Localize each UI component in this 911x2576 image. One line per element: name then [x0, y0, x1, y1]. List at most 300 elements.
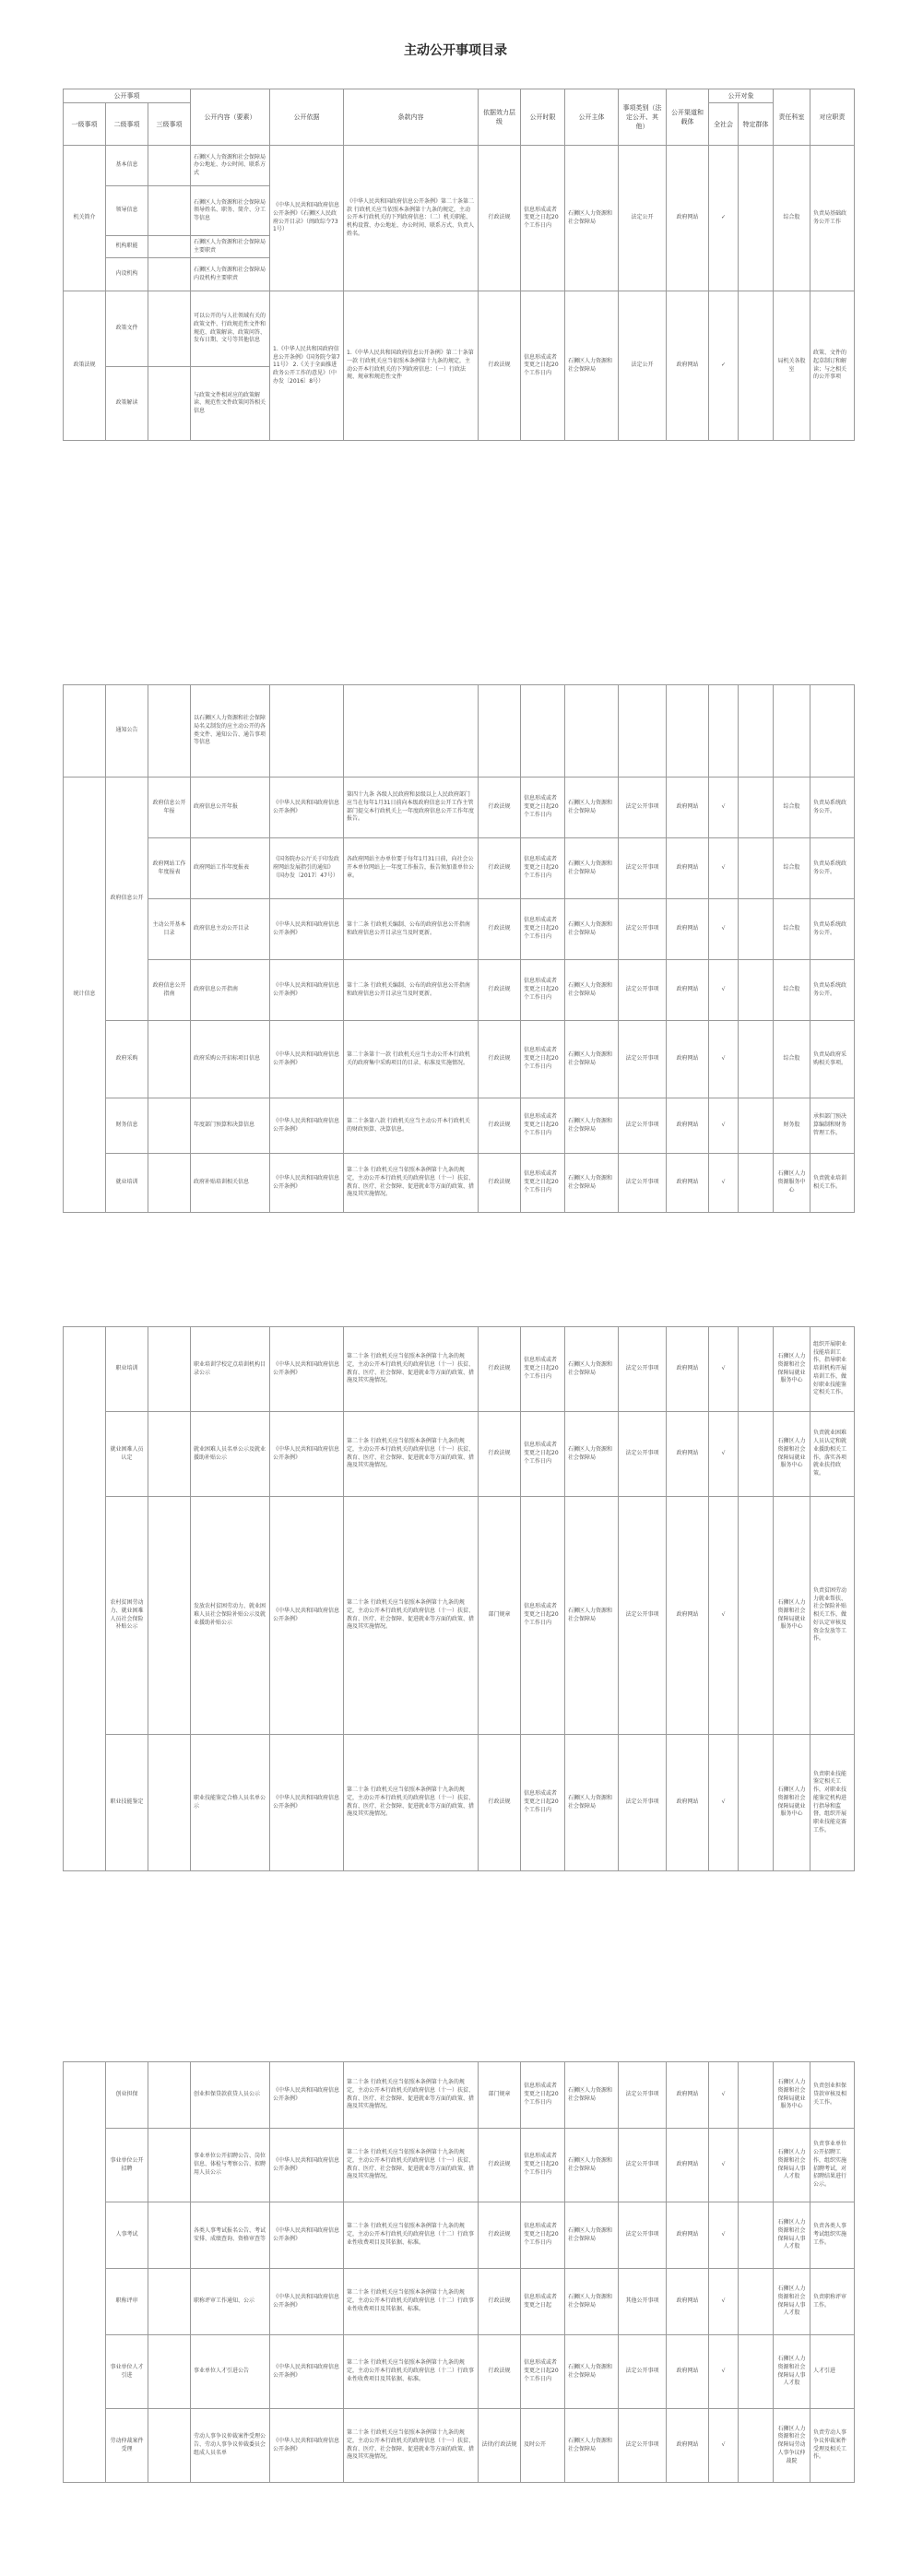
cell-channel: 政府网站	[667, 2062, 709, 2129]
catalog-table-2	[63, 684, 855, 1213]
cell-basis: 《中华人民共和国政府信息公开条例》	[270, 1154, 344, 1213]
cell-mode: 行政法规	[479, 899, 521, 960]
cell-content: 各类人事考试报名公告、考试安排、成绩查询、资格审查等	[191, 2202, 270, 2269]
cell-clause: 第二十条 行政机关应当依照本条例第十九条的规定，主动公开本行政机关的政府信息（十二）行政事业性收费项目及其依据、标准。	[344, 2269, 479, 2335]
cell-time	[521, 685, 565, 778]
cell-specific	[739, 1154, 774, 1213]
cell-subject: 石狮区人力资源和社会保障局	[565, 960, 619, 1021]
cell-channel: 政府网站	[667, 2129, 709, 2202]
cell-mode: 行政法规	[479, 1154, 521, 1213]
cell-content: 政府信息公开指南	[191, 960, 270, 1021]
cell-time: 信息形成或者变更之日起20个工作日内	[521, 1098, 565, 1154]
cell-specific	[739, 2129, 774, 2202]
cell-duty: 负责局系统政务公开。	[810, 899, 855, 960]
cell-channel: 政府网站	[667, 2269, 709, 2335]
cell-subject: 石狮区人力资源和社会保障局	[565, 1497, 619, 1735]
cell-l3	[148, 1021, 191, 1098]
cell-duty: 负责事业单位公开招聘工作，组织实施招聘考试，对招聘结果进行公示。	[810, 2129, 855, 2202]
table-row	[64, 1735, 855, 1871]
cell-channel: 政府网站	[667, 2335, 709, 2409]
cell-specific	[739, 146, 774, 291]
cell-l3	[148, 146, 191, 186]
cell-type: 法定公开事项	[619, 1497, 667, 1735]
cell-duty: 承担部门预决算编制和财务管理工作。	[810, 1098, 855, 1154]
table-row	[64, 899, 855, 960]
cell-l1	[64, 1327, 106, 1871]
catalog-table-3	[63, 1326, 855, 1871]
cell-content: 政府网站工作年度报表	[191, 838, 270, 899]
check-all: √	[709, 2202, 739, 2269]
cell-dept: 石狮区人力资源和社会保障局劳动人事争议仲裁院	[774, 2409, 810, 2483]
cell-l3	[148, 367, 191, 441]
cell-l3	[148, 1154, 191, 1213]
cell-clause: 第四十九条 各级人民政府和县级以上人民政府部门应当在每年1月31日前向本级政府信息公开工作主管部门提交本行政机关上一年度政府信息公开工作年度报告。	[344, 778, 479, 838]
cell-subject: 石狮区人力资源和社会保障局	[565, 2335, 619, 2409]
cell-l3	[148, 1327, 191, 1412]
check-all: √	[709, 778, 739, 838]
cell-basis: 《中华人民共和国政府信息公开条例》	[270, 1412, 344, 1497]
cell-basis: 《中华人民共和国政府信息公开条例》《石狮区人民政府公开目录》（闽政综令731号）	[270, 146, 344, 291]
cell-basis: 《中华人民共和国政府信息公开条例》	[270, 2202, 344, 2269]
cell-content: 石狮区人力资源和社会保障局办公地址、办公时间、联系方式	[191, 146, 270, 186]
cell-mode: 行政法规	[479, 1735, 521, 1871]
cell-channel: 政府网站	[667, 2202, 709, 2269]
cell-mode	[479, 685, 521, 778]
cell-type: 其他公开事项	[619, 2269, 667, 2335]
header-lvl1: 一级事项	[64, 103, 106, 146]
cell-clause: 各政府网站主办单位要于每年1月31日前，向社会公开本单位网站上一年度工作报告，报告须加盖单位公章。	[344, 838, 479, 899]
check-all: √	[709, 1098, 739, 1154]
check-all: √	[709, 1327, 739, 1412]
cell-specific	[739, 291, 774, 441]
cell-channel: 政府网站	[667, 291, 709, 441]
cell-time: 信息形成或者变更之日起	[521, 2269, 565, 2335]
cell-dept: 石狮区人力资源和社会保障局就业服务中心	[774, 1327, 810, 1412]
check-all: √	[709, 2269, 739, 2335]
cell-time: 信息形成或者变更之日起20个工作日内	[521, 2202, 565, 2269]
cell-content: 政府补贴培训相关信息	[191, 1154, 270, 1213]
table-row	[64, 1154, 855, 1213]
cell-time: 信息形成或者变更之日起20个工作日内	[521, 1497, 565, 1735]
cell-duty: 负责局系统政务公开。	[810, 778, 855, 838]
cell-type: 法定公开事项	[619, 2409, 667, 2483]
cell-dept: 石狮区人力资源和社会保障局人事人才股	[774, 2129, 810, 2202]
cell-content: 石狮区人力资源和社会保障局领导姓名、职务、简介、分工等信息	[191, 186, 270, 236]
check-all: ✓	[709, 291, 739, 441]
cell-duty: 负责就业困难人员认定和就业援助相关工作，落实各项就业扶持政策。	[810, 1412, 855, 1497]
cell-clause: 《中华人民共和国政府信息公开条例》第二十条第二款 行政机关应当依照本条例第十九条的规定，主动公开本行政机关的下列政府信息：（二）机关职能、机构设置、办公地址、办公时间、联系方式、负责人姓名。	[344, 146, 479, 291]
cell-basis: 《中华人民共和国政府信息公开条例》	[270, 2269, 344, 2335]
cell-basis: 《中华人民共和国政府信息公开条例》	[270, 1327, 344, 1412]
check-all: √	[709, 2335, 739, 2409]
cell-time: 信息形成或者变更之日起20个工作日内	[521, 2062, 565, 2129]
cell-duty: 负责局系统政务公开。	[810, 960, 855, 1021]
cell-content: 政府信息主动公开目录	[191, 899, 270, 960]
cell-basis: 《中华人民共和国政府信息公开条例》	[270, 899, 344, 960]
cell-specific	[739, 2269, 774, 2335]
cell-time: 信息形成或者变更之日起20个工作日内	[521, 291, 565, 441]
header-clause: 条款内容	[344, 89, 479, 146]
cell-duty: 负责劳动人事争议仲裁案件受理及相关工作。	[810, 2409, 855, 2483]
cell-channel	[667, 685, 709, 778]
cell-clause: 第二十条 行政机关应当依照本条例第十九条的规定，主动公开本行政机关的政府信息（十一）扶贫、教育、医疗、社会保障、促进就业等方面的政策、措施及其实施情况。	[344, 1735, 479, 1871]
check-all: √	[709, 2129, 739, 2202]
cell-specific	[739, 899, 774, 960]
cell-time: 信息形成或者变更之日起20个工作日内	[521, 838, 565, 899]
header-lvl2: 二级事项	[106, 103, 148, 146]
cell-duty: 组织开展职业技能培训工作，指导职业培训机构开展培训工作，做好职业技能鉴定相关工作。	[810, 1327, 855, 1412]
cell-clause: 第二十条 行政机关应当依照本条例第十九条的规定，主动公开本行政机关的政府信息（十二）行政事业性收费项目及其依据、标准。	[344, 2335, 479, 2409]
cell-channel: 政府网站	[667, 1154, 709, 1213]
cell-duty: 负责就业培训相关工作。	[810, 1154, 855, 1213]
cell-time: 信息形成或者变更之日起20个工作日内	[521, 2129, 565, 2202]
cell-l2: 通知公告	[106, 685, 148, 778]
cell-subject: 石狮区人力资源和社会保障局	[565, 2129, 619, 2202]
cell-type: 法定公开事项	[619, 1154, 667, 1213]
cell-mode: 行政法规	[479, 146, 521, 291]
cell-duty	[810, 685, 855, 778]
table-row	[64, 2129, 855, 2202]
cell-type: 法定公开事项	[619, 838, 667, 899]
cell-dept: 综合股	[774, 1021, 810, 1098]
header-all: 全社会	[709, 103, 739, 146]
cell-l3	[148, 1497, 191, 1735]
table-row	[64, 1327, 855, 1412]
cell-l2: 机构职能	[106, 236, 148, 258]
cell-l2: 就业培训	[106, 1154, 148, 1213]
table-row	[64, 1412, 855, 1497]
cell-l2: 政府信息公开	[106, 778, 148, 1021]
cell-specific	[739, 838, 774, 899]
cell-mode: 行政法规	[479, 2335, 521, 2409]
cell-subject: 石狮区人力资源和社会保障局	[565, 146, 619, 291]
cell-channel: 政府网站	[667, 960, 709, 1021]
cell-clause: 第二十条 行政机关应当依照本条例第十九条的规定，主动公开本行政机关的政府信息（十二）行政事业性收费项目及其依据、标准。	[344, 2202, 479, 2269]
cell-specific	[739, 2335, 774, 2409]
cell-l3	[148, 2335, 191, 2409]
cell-type: 法定公开事项	[619, 2202, 667, 2269]
cell-type: 法定公开事项	[619, 899, 667, 960]
cell-clause: 第二十条 行政机关应当依照本条例第十九条的规定，主动公开本行政机关的政府信息（十一）扶贫、教育、医疗、社会保障、促进就业等方面的政策、措施及其实施情况。	[344, 2062, 479, 2129]
header-basis: 公开依据	[270, 89, 344, 146]
table-row	[64, 291, 855, 367]
cell-l3	[148, 2409, 191, 2483]
cell-duty: 负责职称评审工作。	[810, 2269, 855, 2335]
check-all: √	[709, 838, 739, 899]
cell-channel: 政府网站	[667, 778, 709, 838]
cell-mode: 行政法规	[479, 1412, 521, 1497]
cell-specific	[739, 778, 774, 838]
header-channel: 公开渠道和载体	[667, 89, 709, 146]
cell-l3	[148, 236, 191, 258]
cell-all	[709, 685, 739, 778]
header-content: 公开内容（要素）	[191, 89, 270, 146]
cell-dept: 石狮区人力资源和社会保障局人事人才股	[774, 2269, 810, 2335]
cell-time: 信息形成或者变更之日起20个工作日内	[521, 1735, 565, 1871]
catalog-table-4	[63, 2061, 855, 2483]
table-row	[64, 685, 855, 778]
cell-l2: 内设机构	[106, 258, 148, 291]
cell-l3	[148, 291, 191, 367]
cell-l3	[148, 2129, 191, 2202]
table-row	[64, 838, 855, 899]
cell-specific	[739, 1497, 774, 1735]
cell-basis: 《中华人民共和国政府信息公开条例》	[270, 1497, 344, 1735]
cell-dept: 综合股	[774, 838, 810, 899]
cell-basis: 《中华人民共和国政府信息公开条例》	[270, 1098, 344, 1154]
check-all: √	[709, 899, 739, 960]
cell-mode: 行政法规	[479, 291, 521, 441]
table-row	[64, 2062, 855, 2129]
cell-l2: 基本信息	[106, 146, 148, 186]
cell-time: 信息形成或者变更之日起20个工作日内	[521, 899, 565, 960]
cell-content: 石狮区人力资源和社会保障局内设机构主要职责	[191, 258, 270, 291]
cell-type: 法定公开事项	[619, 2129, 667, 2202]
cell-duty: 负责局基础政务公开工作	[810, 146, 855, 291]
cell-duty: 负责局政府采购相关事项。	[810, 1021, 855, 1098]
cell-type: 法定公开	[619, 291, 667, 441]
check-all: √	[709, 2409, 739, 2483]
cell-content: 政府信息公开年报	[191, 778, 270, 838]
header-specific: 特定群体	[739, 103, 774, 146]
cell-l2: 就业困难人员认定	[106, 1412, 148, 1497]
cell-mode: 行政法规	[479, 2269, 521, 2335]
cell-duty: 负责贫困劳动力就业帮扶、社会保险补贴相关工作，做好认定审核及资金发放等工作。	[810, 1497, 855, 1735]
cell-clause: 第十二条 行政机关编制、公布的政府信息公开指南和政府信息公开目录应当及时更新。	[344, 960, 479, 1021]
cell-l2: 农村贫困劳动力、就业困难人员社会保险补贴公示	[106, 1497, 148, 1735]
cell-basis: 《中华人民共和国政府信息公开条例》	[270, 2062, 344, 2129]
cell-specific	[739, 960, 774, 1021]
cell-l3	[148, 2269, 191, 2335]
cell-content: 石狮区人力资源和社会保障局主要职责	[191, 236, 270, 258]
cell-subject: 石狮区人力资源和社会保障局	[565, 1021, 619, 1098]
cell-l1	[64, 2062, 106, 2483]
cell-mode: 行政法规	[479, 1098, 521, 1154]
cell-l2: 政策解读	[106, 367, 148, 441]
catalog-table-1	[63, 89, 855, 441]
cell-dept: 石狮区人力资源和社会保障局就业服务中心	[774, 1412, 810, 1497]
cell-l1: 政策法规	[64, 291, 106, 441]
cell-l2: 政府采购	[106, 1021, 148, 1098]
cell-content: 政府采购公开招标项目信息	[191, 1021, 270, 1098]
table-row	[64, 1098, 855, 1154]
header-contact: 对应职责	[810, 89, 855, 146]
check-all: √	[709, 1154, 739, 1213]
cell-time: 信息形成或者变更之日起20个工作日内	[521, 1327, 565, 1412]
cell-content: 事业单位公开招聘公告、岗位信息、体检与考察公告、拟聘用人员公示	[191, 2129, 270, 2202]
table-row	[64, 960, 855, 1021]
cell-time: 信息形成或者变更之日起20个工作日内	[521, 1412, 565, 1497]
cell-time: 信息形成或者变更之日起20个工作日内	[521, 146, 565, 291]
cell-duty: 负责各类人事考试组织实施工作。	[810, 2202, 855, 2269]
cell-channel: 政府网站	[667, 1327, 709, 1412]
cell-type: 法定公开事项	[619, 1735, 667, 1871]
cell-specific	[739, 1098, 774, 1154]
cell-l2: 领导信息	[106, 186, 148, 236]
cell-type: 法定公开事项	[619, 2335, 667, 2409]
cell-subject: 石狮区人力资源和社会保障局	[565, 2202, 619, 2269]
cell-mode: 行政法规	[479, 1021, 521, 1098]
cell-content: 以石狮区人力资源和社会保障局名义制发的应主动公开的各类文件、通知公告、通告事项等信息	[191, 685, 270, 778]
cell-dept: 石狮区人力资源和社会保障局人事人才股	[774, 2335, 810, 2409]
cell-content: 职称评审工作通知、公示	[191, 2269, 270, 2335]
cell-l2: 创业担保	[106, 2062, 148, 2129]
cell-mode: 行政法规	[479, 2202, 521, 2269]
cell-specific	[739, 1735, 774, 1871]
cell-l2: 劳动仲裁案件受理	[106, 2409, 148, 2483]
cell-l2: 人事考试	[106, 2202, 148, 2269]
cell-duty: 负责局系统政务公开。	[810, 838, 855, 899]
page-title: 主动公开事项目录	[404, 43, 507, 58]
cell-dept: 石狮区人力资源和社会保障局就业服务中心	[774, 2062, 810, 2129]
table-row	[64, 778, 855, 838]
cell-subject: 石狮区人力资源和社会保障局	[565, 1154, 619, 1213]
cell-specific	[739, 1327, 774, 1412]
cell-dept: 石狮区人力资源和社会保障局就业服务中心	[774, 1735, 810, 1871]
cell-clause: 第二十条 行政机关应当依照本条例第十九条的规定，主动公开本行政机关的政府信息（十一）扶贫、教育、医疗、社会保障、促进就业等方面的政策、措施及其实施情况。	[344, 1412, 479, 1497]
cell-l3: 政府信息公开年报	[148, 778, 191, 838]
cell-l2: 职称评审	[106, 2269, 148, 2335]
cell-subject: 石狮区人力资源和社会保障局	[565, 1327, 619, 1412]
cell-clause: 第二十条 行政机关应当依照本条例第十九条的规定，主动公开本行政机关的政府信息（十一）扶贫、教育、医疗、社会保障、促进就业等方面的政策、措施及其实施情况。	[344, 1327, 479, 1412]
cell-dept: 综合股	[774, 146, 810, 291]
cell-time: 及时公开	[521, 2409, 565, 2483]
cell-clause: 第二十条 行政机关应当依照本条例第十九条的规定，主动公开本行政机关的政府信息（十一）扶贫、教育、医疗、社会保障、促进就业等方面的政策、措施及其实施情况。	[344, 1497, 479, 1735]
cell-clause: 第二十条第八款 行政机关应当主动公开本行政机关的财政预算、决算信息。	[344, 1098, 479, 1154]
cell-l3	[148, 186, 191, 236]
cell-type: 法定公开事项	[619, 1412, 667, 1497]
cell-time: 信息形成或者变更之日起20个工作日内	[521, 2335, 565, 2409]
cell-l3: 政府信息公开指南	[148, 960, 191, 1021]
table-row	[64, 146, 855, 186]
cell-specific	[739, 2062, 774, 2129]
cell-l3	[148, 1735, 191, 1871]
header-time: 公开时限	[521, 89, 565, 146]
cell-dept: 财务股	[774, 1098, 810, 1154]
cell-mode: 行政法规	[479, 2129, 521, 2202]
cell-specific	[739, 685, 774, 778]
cell-subject: 石狮区人力资源和社会保障局	[565, 899, 619, 960]
cell-type: 法定公开事项	[619, 960, 667, 1021]
header-subject: 公开主体	[565, 89, 619, 146]
cell-l3	[148, 1098, 191, 1154]
cell-l3: 主动公开基本目录	[148, 899, 191, 960]
table-row	[64, 1497, 855, 1735]
cell-content: 职业培训学校定点培训机构目录公示	[191, 1327, 270, 1412]
cell-l3	[148, 1412, 191, 1497]
header-group-target: 公开对象	[709, 89, 774, 103]
table-row	[64, 2269, 855, 2335]
cell-subject: 石狮区人力资源和社会保障局	[565, 1735, 619, 1871]
cell-dept: 综合股	[774, 778, 810, 838]
cell-content: 与政策文件相对应的政策解读、规范性文件政策问答相关信息	[191, 367, 270, 441]
cell-type: 法定公开事项	[619, 2062, 667, 2129]
check-all: √	[709, 1021, 739, 1098]
cell-basis: 《中华人民共和国政府信息公开条例》	[270, 2129, 344, 2202]
cell-dept: 综合股	[774, 960, 810, 1021]
cell-content: 职业技能鉴定合格人员名单公示	[191, 1735, 270, 1871]
cell-l3	[148, 685, 191, 778]
cell-content: 就业困难人员名单公示及就业援助补贴公示	[191, 1412, 270, 1497]
cell-basis: 《中华人民共和国政府信息公开条例》	[270, 960, 344, 1021]
cell-basis: 《中华人民共和国政府信息公开条例》	[270, 2335, 344, 2409]
table-row	[64, 2335, 855, 2409]
cell-subject	[565, 685, 619, 778]
header-lvl3: 三级事项	[148, 103, 191, 146]
check-all: √	[709, 960, 739, 1021]
cell-basis: 《中华人民共和国政府信息公开条例》	[270, 1021, 344, 1098]
cell-content: 可以公开的与人社领域有关的政策文件、行政规范性文件和规范、政策解读、政策问答、发布日期、文号等其他信息	[191, 291, 270, 367]
cell-content: 劳动人事争议仲裁案件受理公告、劳动人事争议仲裁委员会组成人员名单	[191, 2409, 270, 2483]
cell-type: 法定公开	[619, 146, 667, 291]
cell-clause	[344, 685, 479, 778]
cell-channel: 政府网站	[667, 1021, 709, 1098]
check-all: √	[709, 1735, 739, 1871]
cell-subject: 石狮区人力资源和社会保障局	[565, 778, 619, 838]
cell-specific	[739, 1412, 774, 1497]
cell-type: 法定公开事项	[619, 1098, 667, 1154]
cell-duty: 政策、文件的起草制订和解读；与之相关的公开事项	[810, 291, 855, 441]
cell-l3	[148, 2062, 191, 2129]
cell-type: 法定公开事项	[619, 1327, 667, 1412]
cell-type	[619, 685, 667, 778]
cell-type: 法定公开事项	[619, 1021, 667, 1098]
cell-subject: 石狮区人力资源和社会保障局	[565, 2409, 619, 2483]
cell-dept: 综合股	[774, 899, 810, 960]
cell-l3	[148, 258, 191, 291]
cell-specific	[739, 2409, 774, 2483]
cell-channel: 政府网站	[667, 1098, 709, 1154]
cell-time: 信息形成或者变更之日起20个工作日内	[521, 1154, 565, 1213]
cell-channel: 政府网站	[667, 1412, 709, 1497]
cell-basis: 《中华人民共和国政府信息公开条例》	[270, 2409, 344, 2483]
cell-dept: 局机关各股室	[774, 291, 810, 441]
cell-l2: 职业技能鉴定	[106, 1735, 148, 1871]
cell-channel: 政府网站	[667, 1735, 709, 1871]
check-all: √	[709, 1412, 739, 1497]
check-all: √	[709, 1497, 739, 1735]
cell-subject: 石狮区人力资源和社会保障局	[565, 2062, 619, 2129]
cell-basis: 1.《中华人民共和国政府信息公开条例》《国务院令第711号》 2.《关于全面推进政务公开工作的意见》（中办发〔2016〕8号）	[270, 291, 344, 441]
table-row	[64, 2202, 855, 2269]
cell-clause: 1.《中华人民共和国政府信息公开条例》第二十条第一款 行政机关应当依照本条例第十九条的规定，主动公开本行政机关的下列政府信息：（一）行政法规、规章和规范性文件	[344, 291, 479, 441]
cell-dept	[774, 685, 810, 778]
cell-l3	[148, 2202, 191, 2269]
cell-mode: 行政法规	[479, 960, 521, 1021]
cell-content: 创业担保贷款获贷人员公示	[191, 2062, 270, 2129]
cell-l2: 职业培训	[106, 1327, 148, 1412]
table-row	[64, 1021, 855, 1098]
cell-time: 信息形成或者变更之日起20个工作日内	[521, 1021, 565, 1098]
cell-duty: 人才引进	[810, 2335, 855, 2409]
cell-subject: 石狮区人力资源和社会保障局	[565, 838, 619, 899]
cell-l1: 统计信息	[64, 778, 106, 1213]
cell-channel: 政府网站	[667, 146, 709, 291]
cell-time: 信息形成或者变更之日起20个工作日内	[521, 960, 565, 1021]
header-mode: 依据效力层级	[479, 89, 521, 146]
cell-content: 年度部门预算和决算信息	[191, 1098, 270, 1154]
cell-basis: 《中华人民共和国政府信息公开条例》	[270, 1735, 344, 1871]
cell-channel: 政府网站	[667, 1497, 709, 1735]
cell-l1: 机关简介	[64, 146, 106, 291]
cell-clause: 第二十条第十一款 行政机关应当主动公开本行政机关的政府集中采购项目的目录、标准及实施情况。	[344, 1021, 479, 1098]
header-dept: 责任科室	[774, 89, 810, 146]
cell-clause: 第十二条 行政机关编制、公布的政府信息公开指南和政府信息公开目录应当及时更新。	[344, 899, 479, 960]
cell-l3: 政府网站工作年度报表	[148, 838, 191, 899]
cell-subject: 石狮区人力资源和社会保障局	[565, 291, 619, 441]
cell-subject: 石狮区人力资源和社会保障局	[565, 1098, 619, 1154]
cell-clause: 第二十条 行政机关应当依照本条例第十九条的规定，主动公开本行政机关的政府信息（十一）扶贫、教育、医疗、社会保障、促进就业等方面的政策、措施及其实施情况。	[344, 1154, 479, 1213]
